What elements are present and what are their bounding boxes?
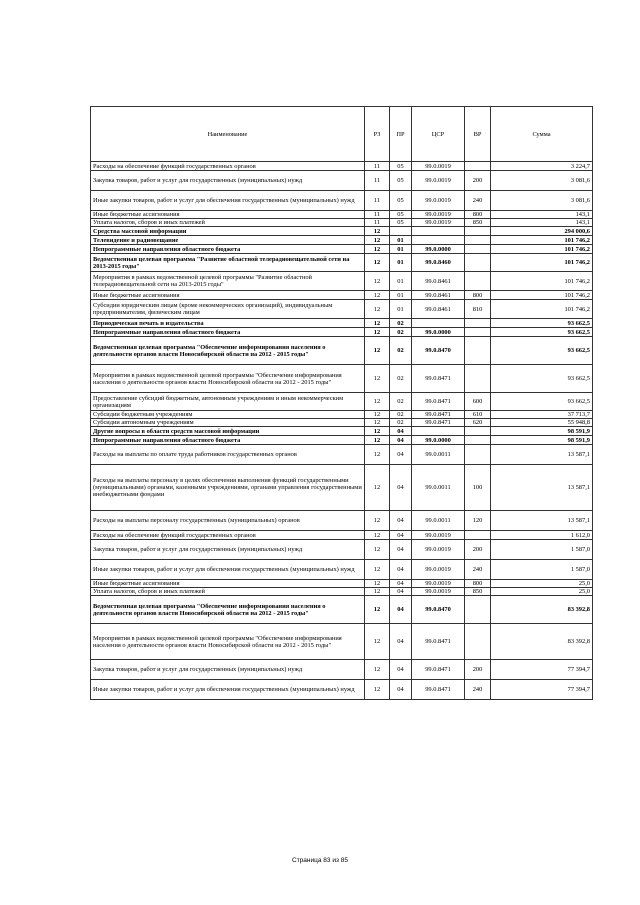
cell-sum: 143,1 [491,211,593,219]
cell-name: Расходы на обеспечение функций государственных органов [91,162,365,171]
header-vr: ВР [465,107,491,162]
cell-vr: 200 [465,660,491,680]
table-row [91,272,593,291]
cell-csr: 99.0.8461 [412,291,465,300]
cell-pr: 04 [390,427,412,436]
cell-rz: 12 [365,254,390,272]
cell-name: Предоставление субсидий бюджетным, автономным учреждениям и иным некоммерческим организациям [91,393,365,411]
cell-name: Мероприятия в рамках ведомственной целевой программы "Развитие областной телерадиовещательной сети на 2013-2015 годы" [91,272,365,291]
cell-pr: 01 [390,245,412,254]
cell-csr: 99.0.0000 [412,328,465,337]
header-sum: Сумма [491,107,593,162]
cell-name: Уплата налогов, сборов и иных платежей [91,588,365,596]
cell-pr: 04 [390,540,412,560]
table-row [91,419,593,427]
table-row [91,219,593,227]
table-row [91,588,593,596]
cell-name: Иные закупки товаров, работ и услуг для обеспечения государственных (муниципальных) нужд [91,560,365,580]
cell-csr: 99.0.8471 [412,393,465,411]
cell-csr: 99.0.0019 [412,211,465,219]
cell-rz: 12 [365,236,390,245]
cell-csr [412,236,465,245]
cell-rz: 12 [365,411,390,419]
cell-rz: 12 [365,445,390,465]
cell-name: Ведомственная целевая программа "Обеспечение информирования населения о деятельности органов власти Новосибирской области на 2012 - 2015 годы" [91,596,365,624]
cell-pr: 05 [390,162,412,171]
table-row [91,624,593,660]
cell-pr: 04 [390,445,412,465]
cell-name: Иные закупки товаров, работ и услуг для обеспечения государственных (муниципальных) нужд [91,680,365,700]
cell-rz: 12 [365,624,390,660]
cell-sum: 13 587,1 [491,445,593,465]
table-row [91,191,593,211]
cell-name: Иные бюджетные ассигнования [91,291,365,300]
table-row [91,596,593,624]
cell-rz: 12 [365,328,390,337]
cell-sum: 98 591,9 [491,436,593,445]
cell-vr [465,227,491,236]
cell-sum: 101 746,2 [491,245,593,254]
cell-rz: 12 [365,300,390,319]
cell-vr: 800 [465,291,491,300]
cell-rz: 11 [365,162,390,171]
cell-pr: 04 [390,624,412,660]
table-row [91,245,593,254]
cell-pr: 01 [390,236,412,245]
cell-csr: 99.0.0019 [412,162,465,171]
cell-pr: 04 [390,680,412,700]
cell-name: Непрограммные направления областного бюджета [91,436,365,445]
cell-rz: 12 [365,660,390,680]
cell-name: Иные закупки товаров, работ и услуг для обеспечения государственных (муниципальных) нужд [91,191,365,211]
cell-name: Ведомственная целевая программа "Развитие областной телерадиовещательной сети на 2013-2015 годы" [91,254,365,272]
cell-sum: 294 000,6 [491,227,593,236]
cell-csr: 99.0.0019 [412,580,465,588]
table-row [91,236,593,245]
table-row [91,436,593,445]
cell-csr: 99.0.8470 [412,596,465,624]
cell-vr [465,254,491,272]
table-row [91,580,593,588]
cell-sum: 1 587,0 [491,540,593,560]
cell-rz: 12 [365,227,390,236]
cell-csr: 99.0.0019 [412,219,465,227]
cell-rz: 12 [365,419,390,427]
cell-sum: 101 746,2 [491,272,593,291]
cell-name: Расходы на выплаты персоналу в целях обеспечения выполнения функций государственными (муниципальными) органами, казенными учреждениями, органами управления государственными внебюджетными фондами [91,465,365,511]
budget-table [90,106,593,700]
cell-rz: 11 [365,219,390,227]
cell-vr [465,445,491,465]
cell-csr: 99.0.0000 [412,245,465,254]
cell-name: Непрограммные направления областного бюджета [91,245,365,254]
cell-pr: 04 [390,580,412,588]
cell-pr: 02 [390,393,412,411]
cell-rz: 12 [365,393,390,411]
cell-vr: 810 [465,300,491,319]
table-row [91,540,593,560]
cell-sum: 101 746,2 [491,254,593,272]
table-row [91,227,593,236]
cell-name: Субсидии бюджетным учреждениям [91,411,365,419]
table-row [91,291,593,300]
cell-sum: 93 662,5 [491,393,593,411]
cell-csr: 99.0.0019 [412,531,465,540]
cell-vr [465,436,491,445]
cell-pr: 02 [390,365,412,393]
cell-csr [412,319,465,328]
cell-pr: 02 [390,419,412,427]
table-row [91,254,593,272]
cell-pr: 01 [390,272,412,291]
cell-pr: 02 [390,328,412,337]
cell-rz: 12 [365,245,390,254]
cell-rz: 12 [365,291,390,300]
cell-pr: 02 [390,319,412,328]
cell-sum: 1 587,0 [491,560,593,580]
cell-csr: 99.0.8460 [412,254,465,272]
cell-vr: 240 [465,560,491,580]
cell-name: Расходы на обеспечение функций государственных органов [91,531,365,540]
table-row [91,560,593,580]
cell-vr [465,162,491,171]
cell-name: Субсидии юридическим лицам (кроме некоммерческих организаций), индивидуальным предпринимателям, физическим лицам [91,300,365,319]
cell-csr: 99.0.8470 [412,337,465,365]
cell-sum: 77 394,7 [491,660,593,680]
cell-name: Закупка товаров, работ и услуг для государственных (муниципальных) нужд [91,660,365,680]
cell-csr: 99.0.8471 [412,365,465,393]
cell-csr: 99.0.0019 [412,560,465,580]
table-row [91,680,593,700]
cell-pr: 04 [390,465,412,511]
table-row [91,511,593,531]
cell-vr [465,531,491,540]
header-name: Наименование [91,107,365,162]
cell-vr [465,319,491,328]
cell-rz: 12 [365,531,390,540]
cell-vr: 850 [465,219,491,227]
cell-sum: 13 587,1 [491,511,593,531]
table-row [91,411,593,419]
table-row [91,531,593,540]
table-row [91,162,593,171]
cell-vr: 800 [465,211,491,219]
cell-csr: 99.0.8471 [412,411,465,419]
cell-sum: 93 662,5 [491,337,593,365]
header-rz: РЗ [365,107,390,162]
table-row [91,319,593,328]
table-row [91,328,593,337]
cell-csr: 99.0.0011 [412,511,465,531]
cell-csr: 99.0.8471 [412,419,465,427]
cell-vr [465,596,491,624]
cell-pr: 04 [390,531,412,540]
table-row [91,365,593,393]
cell-sum: 77 394,7 [491,680,593,700]
cell-sum: 25,0 [491,588,593,596]
cell-name: Телевидение и радиовещание [91,236,365,245]
cell-vr: 200 [465,171,491,191]
cell-rz: 11 [365,191,390,211]
cell-vr [465,236,491,245]
table-row [91,393,593,411]
cell-name: Закупка товаров, работ и услуг для государственных (муниципальных) нужд [91,171,365,191]
cell-vr: 200 [465,540,491,560]
cell-pr: 01 [390,254,412,272]
table-row [91,171,593,191]
cell-sum: 3 224,7 [491,162,593,171]
cell-sum: 13 587,1 [491,465,593,511]
cell-name: Средства массовой информации [91,227,365,236]
cell-name: Уплата налогов, сборов и иных платежей [91,219,365,227]
cell-csr: 99.0.0019 [412,540,465,560]
cell-sum: 93 662,5 [491,365,593,393]
cell-name: Мероприятия в рамках ведомственной целевой программы "Обеспечение информирования населения о деятельности органов власти Новосибирской области на 2012 - 2015 годы" [91,365,365,393]
cell-vr: 100 [465,465,491,511]
cell-name: Мероприятия в рамках ведомственной целевой программы "Обеспечение информирования населения о деятельности органов власти Новосибирской области на 2012 - 2015 годы" [91,624,365,660]
cell-rz: 12 [365,596,390,624]
cell-name: Закупка товаров, работ и услуг для государственных (муниципальных) нужд [91,540,365,560]
header-csr: ЦСР [412,107,465,162]
table-header-row [91,107,593,162]
cell-sum: 55 948,8 [491,419,593,427]
cell-csr: 99.0.0011 [412,445,465,465]
cell-pr: 04 [390,596,412,624]
page-number-footer: Страница 83 из 85 [292,857,348,864]
cell-csr [412,427,465,436]
cell-pr: 01 [390,291,412,300]
cell-sum: 93 662,5 [491,328,593,337]
cell-name: Другие вопросы в области средств массовой информации [91,427,365,436]
cell-sum: 83 392,8 [491,596,593,624]
cell-name: Ведомственная целевая программа "Обеспечение информирования населения о деятельности органов власти Новосибирской области на 2012 - 2015 годы" [91,337,365,365]
table-row [91,211,593,219]
cell-sum: 3 081,6 [491,191,593,211]
cell-sum: 101 746,2 [491,300,593,319]
cell-csr: 99.0.0019 [412,588,465,596]
cell-rz: 12 [365,588,390,596]
table-row [91,465,593,511]
cell-pr: 05 [390,171,412,191]
cell-pr: 04 [390,511,412,531]
cell-pr: 01 [390,300,412,319]
cell-csr: 99.0.8461 [412,300,465,319]
cell-name: Расходы на выплаты персоналу государственных (муниципальных) органов [91,511,365,531]
cell-rz: 12 [365,680,390,700]
cell-rz: 12 [365,337,390,365]
cell-pr: 05 [390,191,412,211]
table-row [91,337,593,365]
cell-name: Расходы на выплаты по оплате труда работников государственных органов [91,445,365,465]
cell-csr: 99.0.0019 [412,171,465,191]
cell-name: Субсидии автономным учреждениям [91,419,365,427]
cell-pr: 02 [390,411,412,419]
table-row [91,300,593,319]
cell-csr: 99.0.0000 [412,436,465,445]
cell-vr [465,365,491,393]
cell-sum: 83 392,8 [491,624,593,660]
table-row [91,427,593,436]
cell-sum: 37 713,7 [491,411,593,419]
table-row [91,660,593,680]
cell-sum: 25,0 [491,580,593,588]
cell-rz: 12 [365,427,390,436]
cell-pr: 04 [390,660,412,680]
cell-rz: 12 [365,365,390,393]
cell-vr: 240 [465,680,491,700]
cell-csr: 99.0.8471 [412,660,465,680]
cell-csr [412,227,465,236]
cell-name: Непрограммные направления областного бюджета [91,328,365,337]
cell-vr: 120 [465,511,491,531]
cell-rz: 12 [365,465,390,511]
cell-vr: 800 [465,580,491,588]
cell-sum: 101 746,2 [491,236,593,245]
cell-sum: 3 081,6 [491,171,593,191]
cell-vr: 620 [465,419,491,427]
cell-sum: 98 591,9 [491,427,593,436]
cell-pr: 04 [390,560,412,580]
cell-pr: 05 [390,211,412,219]
cell-vr [465,328,491,337]
cell-pr [390,227,412,236]
cell-vr: 240 [465,191,491,211]
cell-pr: 05 [390,219,412,227]
cell-vr [465,427,491,436]
cell-vr: 610 [465,411,491,419]
cell-pr: 04 [390,588,412,596]
cell-rz: 12 [365,540,390,560]
cell-name: Иные бюджетные ассигнования [91,211,365,219]
cell-rz: 12 [365,272,390,291]
cell-vr [465,624,491,660]
cell-sum: 1 612,0 [491,531,593,540]
cell-vr [465,272,491,291]
cell-rz: 12 [365,580,390,588]
cell-csr: 99.0.0019 [412,191,465,211]
table-row [91,445,593,465]
cell-name: Иные бюджетные ассигнования [91,580,365,588]
cell-csr: 99.0.8471 [412,680,465,700]
cell-rz: 12 [365,436,390,445]
cell-vr: 850 [465,588,491,596]
cell-rz: 12 [365,511,390,531]
cell-vr: 600 [465,393,491,411]
cell-csr: 99.0.8471 [412,624,465,660]
cell-csr: 99.0.8461 [412,272,465,291]
cell-rz: 11 [365,211,390,219]
cell-pr: 04 [390,436,412,445]
cell-sum: 93 662,5 [491,319,593,328]
cell-rz: 12 [365,319,390,328]
cell-vr [465,245,491,254]
cell-sum: 143,1 [491,219,593,227]
header-pr: ПР [390,107,412,162]
cell-rz: 11 [365,171,390,191]
cell-csr: 99.0.0011 [412,465,465,511]
cell-sum: 101 746,2 [491,291,593,300]
cell-rz: 12 [365,560,390,580]
table-body [91,162,593,700]
cell-vr [465,337,491,365]
cell-pr: 02 [390,337,412,365]
cell-name: Периодическая печать и издательства [91,319,365,328]
